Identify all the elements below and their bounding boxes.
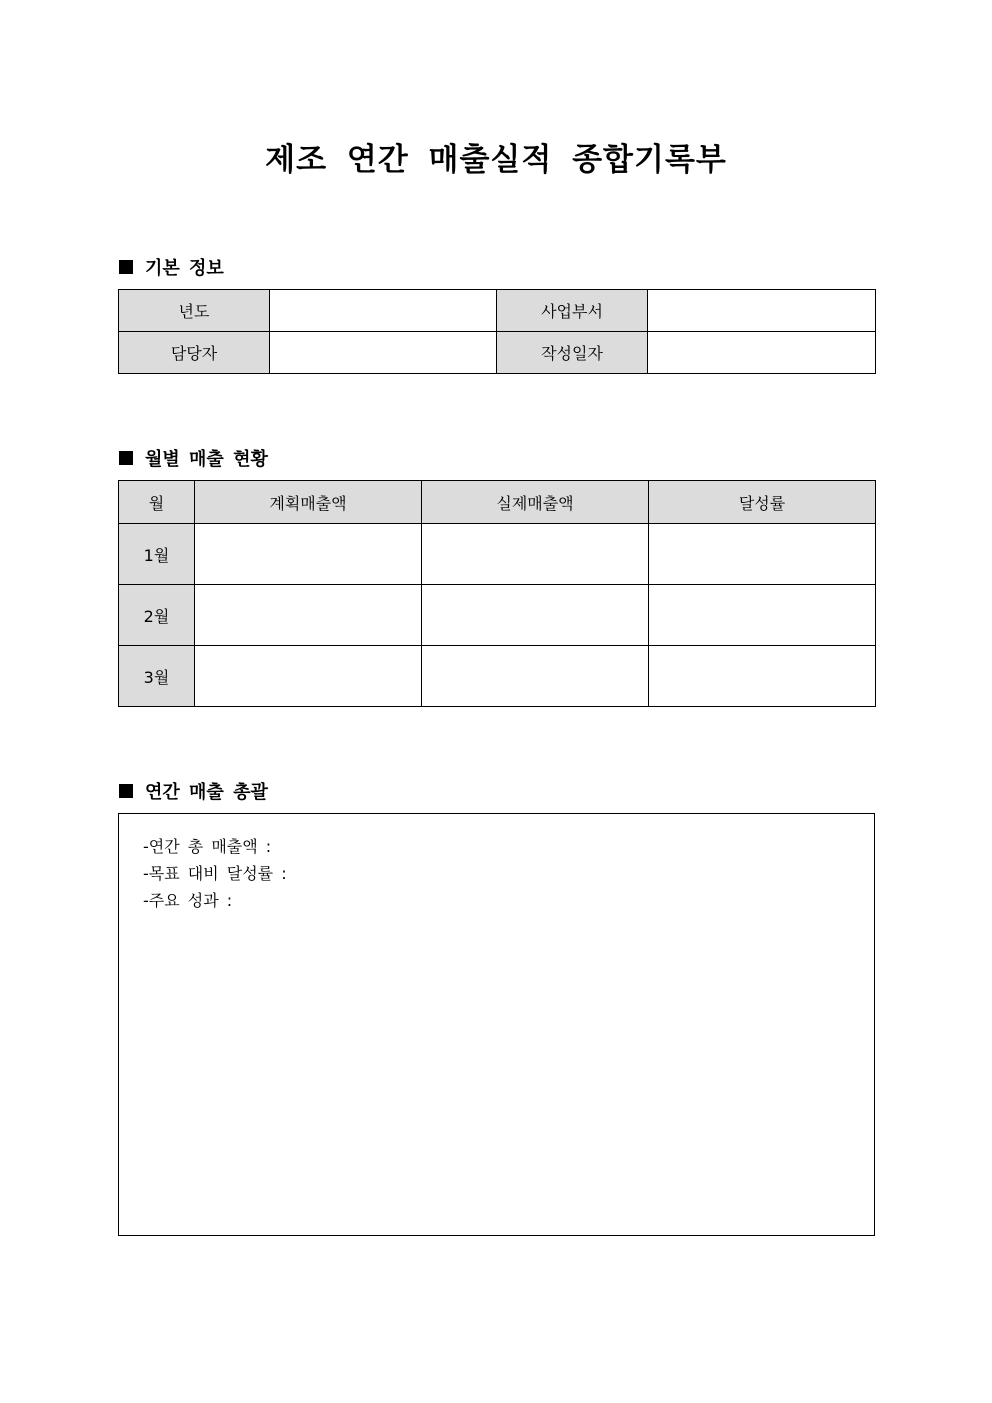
section-heading-label: 연간 매출 총괄: [145, 782, 268, 803]
table-row: [119, 646, 876, 707]
monthly-sales-table: [118, 480, 876, 707]
planned-cell[interactable]: [195, 585, 422, 646]
basic-info-table: [118, 289, 876, 374]
table-row: [119, 290, 876, 332]
year-label: 년도: [119, 290, 270, 332]
planned-cell[interactable]: [195, 524, 422, 585]
summary-textarea[interactable]: [118, 813, 875, 1236]
month-cell: 1월: [119, 524, 195, 585]
date-field[interactable]: [648, 332, 876, 374]
column-header-rate: 달성률: [649, 481, 876, 524]
month-cell: 2월: [119, 585, 195, 646]
column-header-actual: 실제매출액: [422, 481, 649, 524]
square-bullet-icon: [119, 451, 133, 465]
section-heading-label: 기본 정보: [145, 258, 224, 279]
table-row: [119, 524, 876, 585]
rate-cell[interactable]: [649, 524, 876, 585]
month-cell: 3월: [119, 646, 195, 707]
date-label: 작성일자: [497, 332, 648, 374]
summary-line-total-sales: -연간 총 매출액 :: [143, 837, 272, 856]
page-title: 제조 연간 매출실적 종합기록부: [265, 142, 727, 178]
rate-cell[interactable]: [649, 585, 876, 646]
manager-field[interactable]: [270, 332, 497, 374]
section-heading-monthly: [119, 445, 268, 471]
actual-cell[interactable]: [422, 585, 649, 646]
actual-cell[interactable]: [422, 524, 649, 585]
summary-line-key-results: -주요 성과 :: [143, 891, 233, 910]
section-heading-summary: [119, 778, 268, 804]
planned-cell[interactable]: [195, 646, 422, 707]
table-row: [119, 585, 876, 646]
department-field[interactable]: [648, 290, 876, 332]
section-heading-label: 월별 매출 현황: [145, 449, 268, 470]
department-label: 사업부서: [497, 290, 648, 332]
square-bullet-icon: [119, 784, 133, 798]
column-header-month: 월: [119, 481, 195, 524]
manager-label: 담당자: [119, 332, 270, 374]
year-field[interactable]: [270, 290, 497, 332]
table-header-row: [119, 481, 876, 524]
table-row: [119, 332, 876, 374]
rate-cell[interactable]: [649, 646, 876, 707]
square-bullet-icon: [119, 260, 133, 274]
actual-cell[interactable]: [422, 646, 649, 707]
section-heading-basic-info: [119, 254, 224, 280]
column-header-planned: 계획매출액: [195, 481, 422, 524]
summary-line-achievement-rate: -목표 대비 달성률 :: [143, 864, 287, 883]
